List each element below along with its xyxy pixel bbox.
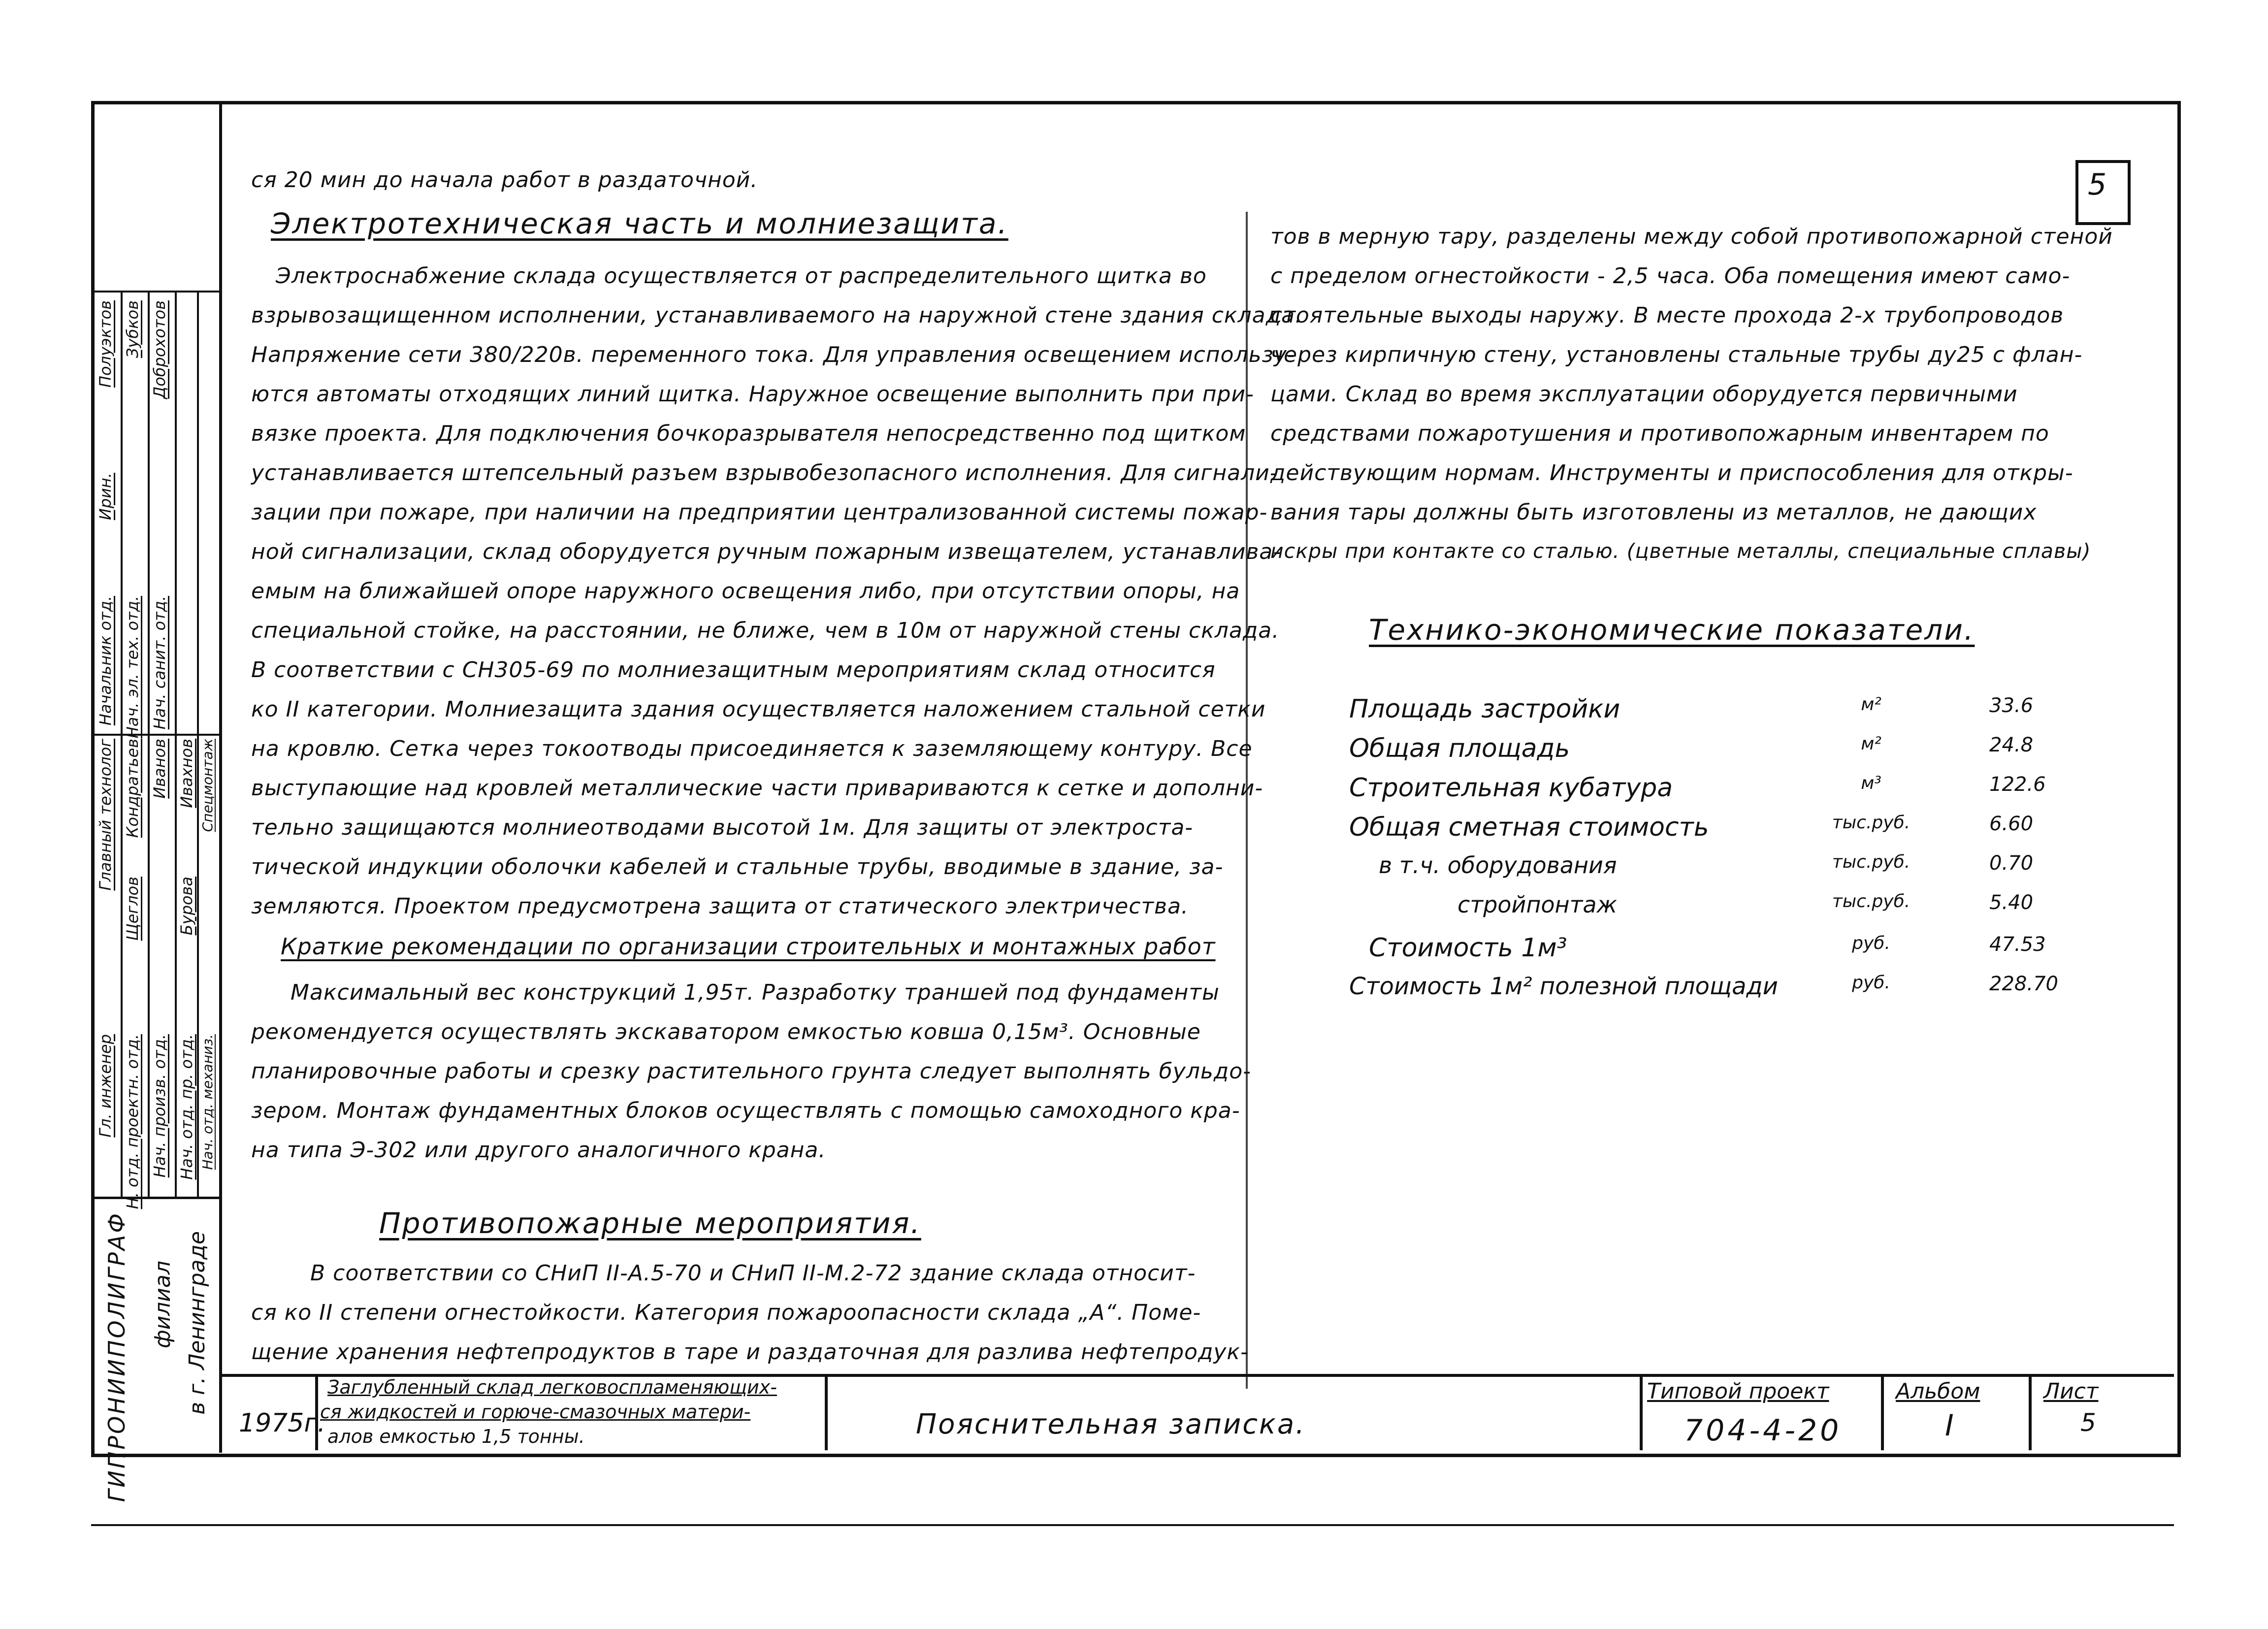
- tep-row: [1349, 694, 2078, 734]
- text-line: ются автоматы отходящих линий щитка. Наружное освещение выполнить при при-: [251, 382, 1254, 407]
- stamp-row-line: [91, 291, 219, 293]
- stamp-position: Нач. произв. отд.: [150, 1034, 169, 1178]
- section-heading-recommendations: Краткие рекомендации по организации строительных и монтажных работ: [281, 933, 1216, 960]
- stamp-col-line: [175, 291, 177, 1197]
- text-line: с пределом огнестойкости - 2,5 часа. Оба помещения имеют само-: [1270, 263, 2071, 289]
- tep-name: Стоимость 1м³: [1369, 933, 1567, 963]
- title-year: 1975г.: [239, 1408, 326, 1438]
- title-object-line: ся жидкостей и горюче-смазочных матери-: [320, 1401, 751, 1423]
- text-line: выступающие над кровлей металлические части привариваются к сетке и дополни-: [251, 776, 1264, 801]
- tep-name: Строительная кубатура: [1349, 773, 1673, 803]
- text-line: ной сигнализации, склад оборудуется ручным пожарным извещателем, устанавлива-: [251, 539, 1282, 564]
- tep-unit: тыс.руб.: [1832, 852, 1911, 872]
- tep-unit: руб.: [1852, 973, 1890, 993]
- title-object-line: алов емкостью 1,5 тонны.: [327, 1426, 585, 1447]
- tep-value: 122.6: [1989, 773, 2046, 796]
- text-line: средствами пожаротушения и противопожарным инвентарем по: [1270, 421, 2049, 446]
- text-line: тической индукции оболочки кабелей и стальные трубы, вводимые в здание, за-: [251, 854, 1224, 880]
- title-project-number: 704-4-20: [1684, 1413, 1842, 1448]
- title-block-divider: [825, 1374, 828, 1450]
- text-line: В соответствии с СН305-69 по молниезащитным мероприятиям склад относится: [251, 657, 1216, 683]
- text-line: зации при пожаре, при наличии на предприятии централизованной системы пожар-: [251, 500, 1268, 525]
- title-document: Пояснительная записка.: [916, 1408, 1306, 1440]
- stamp-name: Иванов: [150, 739, 169, 799]
- text-line: Максимальный вес конструкций 1,95т. Разработку траншей под фундаменты: [291, 980, 1220, 1005]
- text-line: устанавливается штепсельный разъем взрывобезопасного исполнения. Для сигнали-: [251, 460, 1278, 486]
- text-line: зером. Монтаж фундаментных блоков осуществлять с помощью самоходного кра-: [251, 1098, 1240, 1123]
- tep-name: Стоимость 1м² полезной площади: [1349, 973, 1778, 1000]
- bottom-margin-line: [91, 1524, 2174, 1526]
- stamp-row-line: [91, 1197, 219, 1199]
- stamp-position: Нач. отд. пр. отд.: [177, 1034, 196, 1180]
- tep-row: [1349, 933, 2078, 973]
- stamp-signature: Ирин.: [96, 473, 115, 521]
- tep-row: [1349, 734, 2078, 773]
- tep-row: [1349, 973, 2078, 1012]
- stamp-row-line: [91, 734, 219, 736]
- stamp-name: Спецмонтаж: [199, 739, 216, 832]
- text-line: стоятельные выходы наружу. В месте прохода 2-х трубопроводов: [1270, 303, 2064, 328]
- tep-unit: м²: [1861, 694, 1881, 715]
- tep-unit: тыс.руб.: [1832, 813, 1911, 833]
- stamp-name: Доброхотов: [150, 300, 169, 399]
- tep-value: 33.6: [1989, 694, 2034, 717]
- text-line: В соответствии со СНиП II-А.5-70 и СНиП II-М.2-72 здание склада относит-: [310, 1261, 1196, 1286]
- stamp-position: Начальник отд.: [96, 596, 115, 726]
- stamp-name: Ивахнов: [177, 739, 196, 808]
- stamp-signature: Щеглов: [123, 877, 142, 941]
- text-line: планировочные работы и срезку растительного грунта следует выполнять бульдо-: [251, 1059, 1252, 1084]
- text-line: тельно защищаются молниеотводами высотой 1м. Для защиты от электроста-: [251, 815, 1194, 840]
- stamp-name: Главный технолог: [96, 739, 115, 891]
- stamp-strip-border: [219, 101, 222, 1453]
- stamp-position: Нач. отд. механиз.: [199, 1034, 216, 1170]
- tep-value: 5.40: [1989, 891, 2034, 914]
- tep-value: 24.8: [1989, 734, 2034, 756]
- stamp-position: Гл. инженер: [96, 1034, 115, 1138]
- title-object-line: Заглубленный склад легковоспламеняющих-: [327, 1376, 777, 1398]
- stamp-col-line: [148, 291, 150, 1197]
- tep-row: [1349, 813, 2078, 852]
- stamp-position: Нач. эл. тех. отд.: [123, 596, 142, 739]
- text-line: земляются. Проектом предусмотрена защита от статического электричества.: [251, 894, 1189, 919]
- title-block-divider: [2029, 1374, 2032, 1450]
- text-line: цами. Склад во время эксплуатации оборудуется первичными: [1270, 382, 2018, 407]
- section-heading-electrical: Электротехническая часть и молниезащита.: [271, 207, 1008, 240]
- stamp-name: Зубков: [123, 300, 142, 358]
- text-line: специальной стойке, на расстоянии, не ближе, чем в 10м от наружной стены склада.: [251, 618, 1280, 643]
- title-sheet-value: 5: [2080, 1408, 2096, 1437]
- tep-unit: м³: [1861, 773, 1881, 793]
- org-name: ГИПРОНИИПОЛИГРАФ: [103, 1211, 130, 1502]
- text-line: вязке проекта. Для подключения бочкоразрывателя непосредственно под щитком: [251, 421, 1246, 446]
- tep-value: 0.70: [1989, 852, 2034, 875]
- text-line: ся ко II степени огнестойкости. Категория пожароопасности склада „А“. Поме-: [251, 1300, 1201, 1325]
- text-line: рекомендуется осуществлять экскаватором емкостью ковша 0,15м³. Основные: [251, 1019, 1201, 1044]
- text-line: на типа Э-302 или другого аналогичного крана.: [251, 1138, 826, 1163]
- stamp-col-line: [121, 291, 123, 1197]
- stamp-position: Н. отд. проектн. отд.: [123, 1034, 142, 1209]
- text-line: искры при контакте со сталью. (цветные металлы, специальные сплавы): [1270, 539, 2091, 563]
- tep-unit: тыс.руб.: [1832, 891, 1911, 912]
- tep-name: Общая сметная стоимость: [1349, 813, 1709, 842]
- text-line: вания тары должны быть изготовлены из металлов, не дающих: [1270, 500, 2037, 525]
- tep-row: [1349, 773, 2078, 813]
- text-line: емым на ближайшей опоре наружного освещения либо, при отсутствии опоры, на: [251, 579, 1240, 604]
- text-line: Напряжение сети 380/220в. переменного тока. Для управления освещением использу-: [251, 342, 1296, 367]
- stamp-name: Полуэктов: [96, 300, 115, 388]
- tep-unit: м²: [1861, 734, 1881, 754]
- tep-heading: Технико-экономические показатели.: [1369, 613, 1975, 647]
- section-heading-fire: Противопожарные мероприятия.: [379, 1206, 921, 1240]
- title-album-label: Альбом: [1896, 1379, 1980, 1404]
- tep-row: [1349, 891, 2078, 931]
- title-project-label: Типовой проект: [1647, 1379, 1829, 1404]
- text-line: через кирпичную стену, установлены стальные трубы ду25 с флан-: [1270, 342, 2083, 367]
- text-line: действующим нормам. Инструменты и приспособления для откры-: [1270, 460, 2074, 486]
- text-line: тов в мерную тару, разделены между собой противопожарной стеной: [1270, 224, 2113, 249]
- text-line: ся 20 мин до начала работ в раздаточной.: [251, 167, 758, 193]
- title-album-value: I: [1945, 1408, 1954, 1443]
- page-number: 5: [2088, 167, 2107, 202]
- tep-unit: руб.: [1852, 933, 1890, 953]
- text-line: Электроснабжение склада осуществляется от распределительного щитка во: [276, 263, 1207, 289]
- text-line: ко II категории. Молниезащита здания осуществляется наложением стальной сетки: [251, 697, 1266, 722]
- title-block-divider: [1881, 1374, 1884, 1450]
- stamp-name: Кондратьев: [123, 739, 142, 838]
- org-branch: филиал: [150, 1261, 175, 1349]
- org-city: в г. Ленинграде: [185, 1231, 210, 1415]
- tep-name: Общая площадь: [1349, 734, 1570, 763]
- tep-name: Площадь застройки: [1349, 694, 1620, 724]
- tep-name: в т.ч. оборудования: [1379, 852, 1617, 879]
- tep-row: [1349, 852, 2078, 891]
- text-line: на кровлю. Сетка через токоотводы присоединяется к заземляющему контуру. Все: [251, 736, 1253, 761]
- stamp-col-line: [197, 291, 199, 1197]
- tep-value: 6.60: [1989, 813, 2034, 835]
- title-block-divider: [1640, 1374, 1643, 1450]
- text-line: взрывозащищенном исполнении, устанавливаемого на наружной стене здания склада.: [251, 303, 1302, 328]
- text-line: щение хранения нефтепродуктов в таре и раздаточная для разлива нефтепродук-: [251, 1339, 1249, 1365]
- tep-name: стройпонтаж: [1458, 891, 1618, 918]
- stamp-signature: Бурова: [177, 877, 196, 936]
- title-sheet-label: Лист: [2043, 1379, 2099, 1404]
- stamp-position: Нач. санит. отд.: [150, 596, 169, 730]
- tep-value: 47.53: [1989, 933, 2046, 956]
- tep-value: 228.70: [1989, 973, 2058, 995]
